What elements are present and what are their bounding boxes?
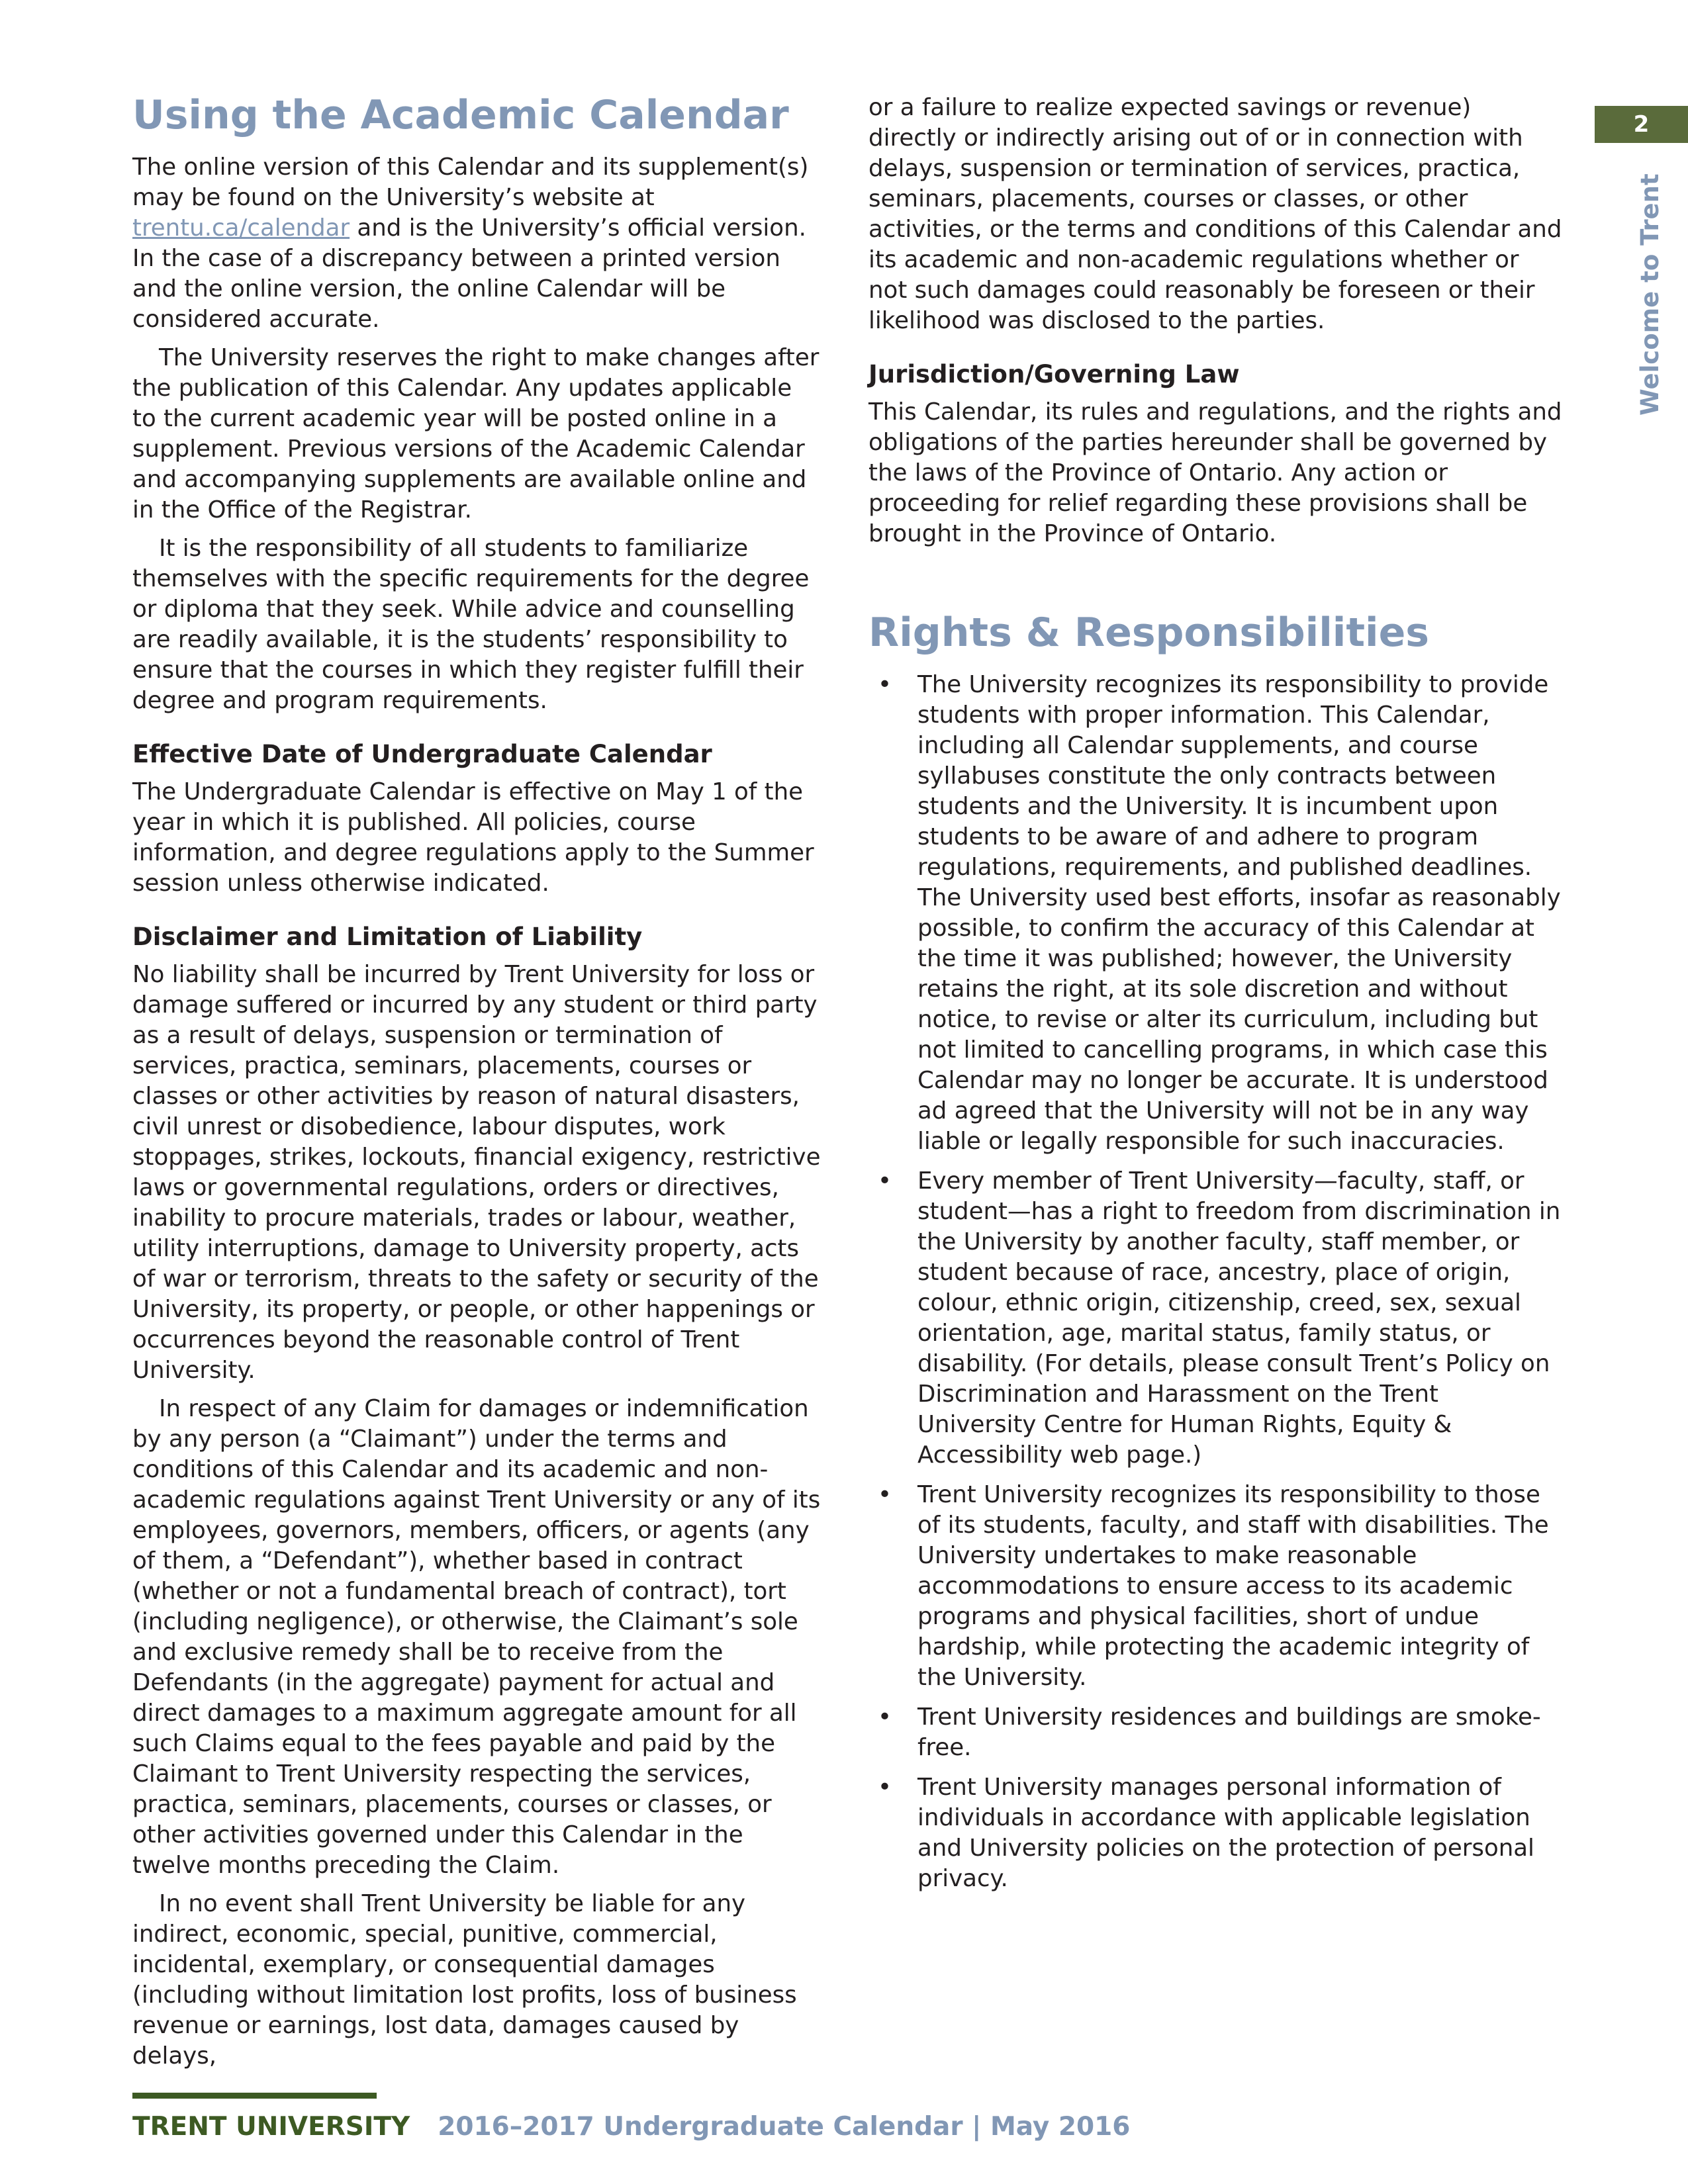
heading-effective-date: Effective Date of Undergraduate Calendar xyxy=(132,740,712,768)
list-item: • Trent University manages personal information of individuals in accordance with applicable legislation and University policies on the protection of personal privacy. xyxy=(868,1772,1564,1894)
page-number-tab xyxy=(1595,106,1688,143)
heading-disclaimer: Disclaimer and Limitation of Liability xyxy=(132,923,643,951)
paragraph-text: and is the University’s official version. In the case of a discrepancy between a printed version and the online version, the online Calendar will be considered accurate. xyxy=(132,214,806,333)
paragraph-jurisdiction: This Calendar, its rules and regulations, and the rights and obligations of the parties hereunder shall be governed by the laws of the Province of Ontario. Any action or proceeding for relief regarding these provisions shall be brought in the Province of Ontario. xyxy=(868,398,1562,547)
rights-list xyxy=(868,670,1564,1894)
paragraph-effective-date: The Undergraduate Calendar is effective on May 1 of the year in which it is published. All policies, course information, and degree regulations apply to the Summer session unless otherwise indicated. xyxy=(132,778,814,897)
heading-rights-responsibilities: Rights & Responsibilities xyxy=(868,610,1430,656)
paragraph-online-version xyxy=(132,152,821,335)
paragraph-responsibility: It is the responsibility of all students to familiarize themselves with the specific requirements for the degree or diploma that they seek. While advice and counselling are readily available, it is the students’ responsibility to ensure that the courses in which they register fulfill their degree and program requirements. xyxy=(132,535,810,714)
footer-rule xyxy=(132,2093,377,2099)
left-column xyxy=(132,87,821,2071)
list-item: • Trent University recognizes its responsibility to those of its students, faculty, and staff with disabilities. The University undertakes to make reasonable accommodations to ensure access to its academic programs and physical facilities, short of undue hardship, while protecting the academic integrity of the University. xyxy=(868,1480,1564,1693)
paragraph-text: The online version of this Calendar and its supplement(s) may be found on the University’s website at xyxy=(132,154,809,211)
list-item: • Trent University residences and buildings are smoke-free. xyxy=(868,1702,1564,1763)
paragraph-disclaimer-3: In no event shall Trent University be liable for any indirect, economic, special, punitive, commercial, incidental, exemplary, or consequential damages (including without limitation lost profits, loss of business revenue or earnings, lost data, damages caused by delays, xyxy=(132,1890,797,2070)
heading-jurisdiction: Jurisdiction/Governing Law xyxy=(868,360,1240,388)
footer-calendar-info: 2016–2017 Undergraduate Calendar | May 2016 xyxy=(438,2112,1131,2142)
footer xyxy=(132,2110,1130,2144)
paragraph-changes: The University reserves the right to make changes after the publication of this Calendar. Any updates applicable to the current academic year will be posted online in a supplement. Previous versions of the Academic Calendar and accompanying supplements are available online and in the Office of the Registrar. xyxy=(132,344,820,523)
paragraph-disclaimer-continuation: or a failure to realize expected savings or revenue) directly or indirectly arising out of or in connection with delays, suspension or termination of services, practica, seminars, placements, courses or classes, or other activities, or the terms and conditions of this Calendar and its academic and non-academic regulations whether or not such damages could reasonably be foreseen or their likelihood was disclosed to the parties. xyxy=(868,94,1562,334)
page-number: 2 xyxy=(1633,111,1650,138)
paragraph-disclaimer-1: No liability shall be incurred by Trent University for loss or damage suffered or incurred by any student or third party as a result of delays, suspension or termination of services, practica, seminars, placements, courses or classes or other activities by reason of natural disasters, civil unrest or disobedience, labour disputes, work stoppages, strikes, lockouts, financial exigency, restrictive laws or governmental regulations, orders or directives, inability to procure materials, trades or labour, weather, utility interruptions, damage to University property, acts of war or terrorism, threats to the safety or security of the University, its property, or people, or other happenings or occurrences beyond the reasonable control of Trent University. xyxy=(132,961,821,1384)
calendar-link[interactable]: trentu.ca/calendar xyxy=(132,214,350,242)
paragraph-disclaimer-2: In respect of any Claim for damages or indemnification by any person (a “Claimant”) under the terms and conditions of this Calendar and its academic and non-academic regulations against Trent University or any of its employees, governors, members, officers, or agents (any of them, a “Defendant”), whether based in contract (whether or not a fundamental breach of contract), tort (including negligence), or otherwise, the Claimant’s sole and exclusive remedy shall be to receive from the Defendants (in the aggregate) payment for actual and direct damages to a maximum aggregate amount for all such Claims equal to the fees payable and paid by the Claimant to Trent University respecting the services, practica, seminars, placements, courses or classes, or other activities governed under this Calendar in the twelve months preceding the Claim. xyxy=(132,1395,821,1879)
section-side-label: Welcome to Trent xyxy=(1636,173,1664,416)
list-item: • Every member of Trent University—faculty, staff, or student—has a right to freedom from discrimination in the University by another faculty, staff member, or student because of race, ancestry, place of origin, colour, ethnic origin, citizenship, creed, sex, sexual orientation, age, marital status, family status, or disability. (For details, please consult Trent’s Policy on Discrimination and Harassment on the Trent University Centre for Human Rights, Equity & Accessibility web page.) xyxy=(868,1166,1564,1471)
list-item: • The University recognizes its responsibility to provide students with proper information. This Calendar, including all Calendar supplements, and course syllabuses constitute the only contracts between students and the University. It is incumbent upon students to be aware of and adhere to program regulations, requirements, and published deadlines. The University used best efforts, insofar as reasonably possible, to confirm the accuracy of this Calendar at the time it was published; however, the University retains the right, at its sole discretion and without notice, to revise or alter its curriculum, including but not limited to cancelling programs, in which case this Calendar may no longer be accurate. It is understood ad agreed that the University will not be in any way liable or legally responsible for such inaccuracies. xyxy=(868,670,1564,1157)
footer-university-name: TRENT UNIVERSITY xyxy=(132,2112,410,2142)
right-column xyxy=(868,87,1564,1903)
heading-using-calendar: Using the Academic Calendar xyxy=(132,92,789,138)
